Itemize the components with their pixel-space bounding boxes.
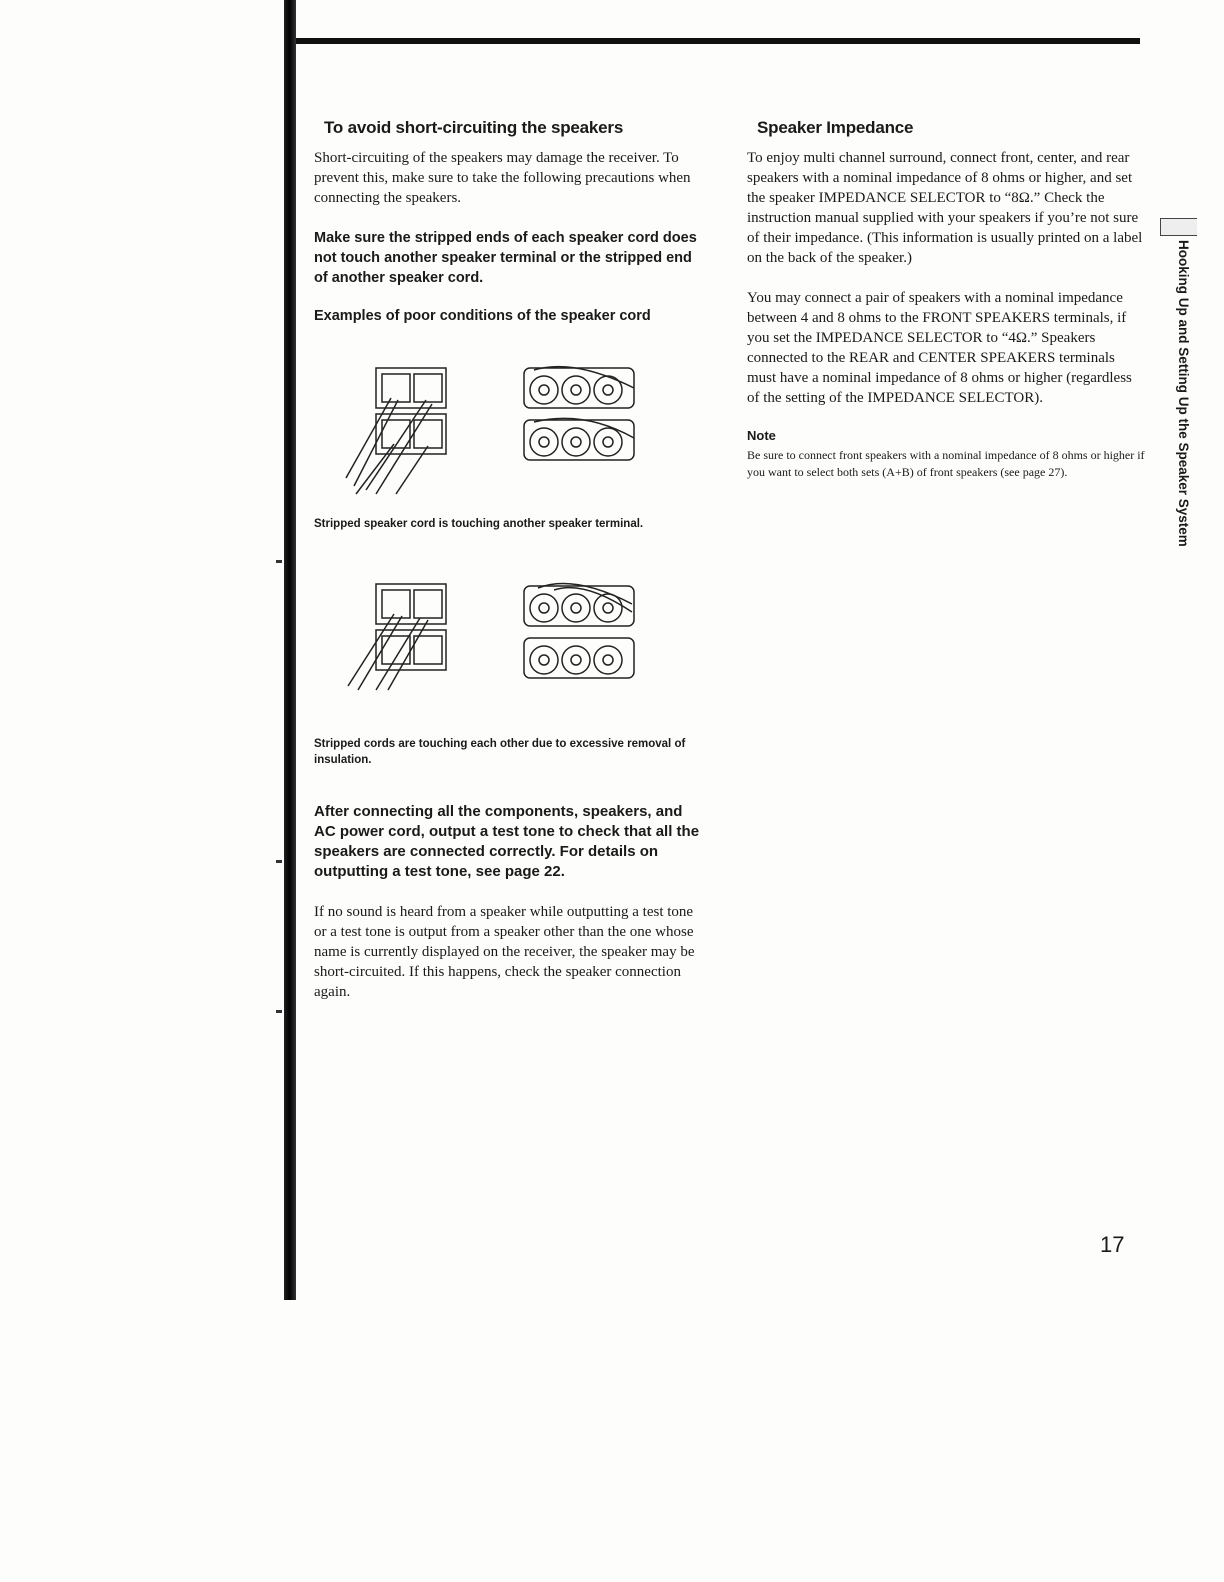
section-side-label: Hooking Up and Setting Up the Speaker System	[1176, 240, 1191, 547]
speaker-impedance-heading: Speaker Impedance	[757, 118, 914, 137]
binding-post-illustration	[514, 358, 644, 478]
note-text: Be sure to connect front speakers with a nominal impedance of 8 ohms or higher if you want to select both sets (A+B) of front speakers (see page 27).	[747, 448, 1145, 479]
terminal-block-illustration	[336, 358, 456, 498]
left-column	[314, 118, 706, 1022]
figure-2-caption: Stripped cords are touching each other due to excessive removal of insulation.	[314, 738, 686, 766]
top-rule	[296, 38, 1140, 44]
impedance-paragraph-2: You may connect a pair of speakers with a nominal impedance between 4 and 8 ohms to the FRONT SPEAKERS terminals, if you set the IMPEDANCE SELECTOR to “4Ω.” Speakers connected to the REAR and CENTER SPEAKERS terminals must have a nominal impedance of 8 ohms or higher (regardless of the setting of the IMPEDANCE SELECTOR).	[747, 290, 1132, 406]
impedance-paragraph-1: To enjoy multi channel surround, connect front, center, and rear speakers with a nominal impedance of 8 ohms or higher, and set the speaker IMPEDANCE SELECTOR to “8Ω.” Check the instruction manual supplied with your speakers if you’re not sure of their impedance. (This information is usually printed on a label on the back of the speaker.)	[747, 150, 1143, 266]
note-heading: Note	[747, 428, 776, 443]
short-circuit-heading: To avoid short-circuiting the speakers	[324, 118, 624, 137]
binding-speck	[276, 860, 282, 863]
terminal-block-illustration	[336, 578, 456, 693]
stripped-ends-warning: Make sure the stripped ends of each speaker cord does not touch another speaker terminal or the stripped end of another speaker cord.	[314, 230, 697, 286]
test-tone-instruction: After connecting all the components, speakers, and AC power cord, output a test tone to check that all the speakers are connected correctly. For details on outputting a test tone, see page 22.	[314, 803, 700, 880]
figure-row-2	[314, 578, 706, 728]
binding-post-illustration	[514, 578, 644, 693]
binding-speck	[276, 560, 282, 563]
figure-1-caption: Stripped speaker cord is touching another speaker terminal.	[314, 518, 644, 530]
figure-row-1	[314, 358, 706, 508]
examples-heading: Examples of poor conditions of the speaker cord	[314, 308, 651, 324]
page-number: 17	[1100, 1232, 1125, 1257]
short-circuit-intro: Short-circuiting of the speakers may damage the receiver. To prevent this, make sure to take the following precautions when connecting the speakers.	[314, 150, 691, 206]
right-column	[747, 118, 1147, 481]
no-sound-paragraph: If no sound is heard from a speaker while outputting a test tone or a test tone is output from a speaker other than the one whose name is currently displayed on the receiver, the speaker may be short-circuited. If this happens, check the speaker connection again.	[314, 904, 695, 1000]
section-tab-marker	[1160, 218, 1197, 236]
page-binding-edge	[284, 0, 296, 1300]
binding-speck	[276, 1010, 282, 1013]
